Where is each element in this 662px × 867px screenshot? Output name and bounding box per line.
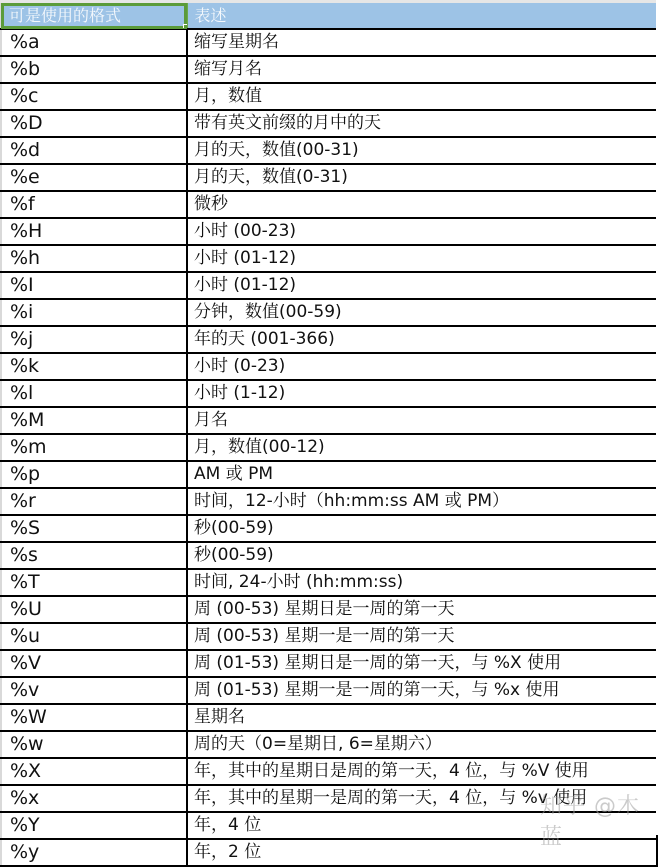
- description-cell[interactable]: 小时 (0-23): [187, 353, 657, 380]
- header-cell-description[interactable]: [187, 3, 657, 29]
- table-row: [1, 785, 657, 812]
- format-cell[interactable]: %k: [1, 353, 187, 380]
- description-cell[interactable]: 缩写月名: [187, 56, 657, 83]
- description-cell[interactable]: 时间, 24-小时 (hh:mm:ss): [187, 569, 657, 596]
- format-cell[interactable]: %u: [1, 623, 187, 650]
- description-cell[interactable]: 月的天，数值(00-31): [187, 137, 657, 164]
- watermark: 知乎 @木蓝: [540, 794, 640, 850]
- description-cell[interactable]: 小时 (01-12): [187, 272, 657, 299]
- table-row: [1, 677, 657, 704]
- table-row: [1, 380, 657, 407]
- description-cell[interactable]: 小时 (00-23): [187, 218, 657, 245]
- format-cell[interactable]: %h: [1, 245, 187, 272]
- table-row: [1, 434, 657, 461]
- description-cell[interactable]: 月，数值: [187, 83, 657, 110]
- header-description-label: 表述: [194, 6, 227, 25]
- format-cell[interactable]: %f: [1, 191, 187, 218]
- description-cell[interactable]: 小时 (1-12): [187, 380, 657, 407]
- table-row: [1, 407, 657, 434]
- format-cell[interactable]: %c: [1, 83, 187, 110]
- description-cell[interactable]: 月的天，数值(0-31): [187, 164, 657, 191]
- sheet-right-gutter: [656, 0, 662, 835]
- format-cell[interactable]: %I: [1, 272, 187, 299]
- fill-handle[interactable]: [183, 24, 188, 29]
- description-cell[interactable]: 周 (00-53) 星期日是一周的第一天: [187, 596, 657, 623]
- description-cell[interactable]: 周 (01-53) 星期日是一周的第一天，与 %X 使用: [187, 650, 657, 677]
- format-cell[interactable]: %d: [1, 137, 187, 164]
- description-cell[interactable]: 分钟，数值(00-59): [187, 299, 657, 326]
- header-row: [1, 3, 657, 29]
- table-row: [1, 542, 657, 569]
- table-row: [1, 29, 657, 56]
- table-row: [1, 83, 657, 110]
- header-cell-format[interactable]: [1, 3, 187, 29]
- table-row: [1, 596, 657, 623]
- format-cell[interactable]: %m: [1, 434, 187, 461]
- format-cell[interactable]: %U: [1, 596, 187, 623]
- format-cell[interactable]: %S: [1, 515, 187, 542]
- table-row: [1, 839, 657, 866]
- format-cell[interactable]: %W: [1, 704, 187, 731]
- format-cell[interactable]: %T: [1, 569, 187, 596]
- description-cell[interactable]: 微秒: [187, 191, 657, 218]
- format-cell[interactable]: %j: [1, 326, 187, 353]
- format-cell[interactable]: %y: [1, 839, 187, 866]
- table-row: [1, 110, 657, 137]
- format-cell[interactable]: %V: [1, 650, 187, 677]
- format-cell[interactable]: %i: [1, 299, 187, 326]
- format-cell[interactable]: %s: [1, 542, 187, 569]
- header-format-label: 可是使用的格式: [9, 6, 122, 25]
- format-cell[interactable]: %v: [1, 677, 187, 704]
- description-cell[interactable]: 月名: [187, 407, 657, 434]
- description-cell[interactable]: 周的天（0=星期日, 6=星期六）: [187, 731, 657, 758]
- table-row: [1, 461, 657, 488]
- table-row: [1, 326, 657, 353]
- table-row: [1, 218, 657, 245]
- format-cell[interactable]: %w: [1, 731, 187, 758]
- description-cell[interactable]: 年的天 (001-366): [187, 326, 657, 353]
- description-cell[interactable]: 带有英文前缀的月中的天: [187, 110, 657, 137]
- description-cell[interactable]: 时间，12-小时（hh:mm:ss AM 或 PM）: [187, 488, 657, 515]
- description-cell[interactable]: 年，2 位: [187, 839, 657, 866]
- format-cell[interactable]: %X: [1, 758, 187, 785]
- format-cell[interactable]: %x: [1, 785, 187, 812]
- table-row: [1, 623, 657, 650]
- format-cell[interactable]: %p: [1, 461, 187, 488]
- description-cell[interactable]: 秒(00-59): [187, 542, 657, 569]
- format-cell[interactable]: %H: [1, 218, 187, 245]
- table-row: [1, 704, 657, 731]
- date-format-table: [0, 3, 658, 867]
- table-row: [1, 272, 657, 299]
- description-cell[interactable]: AM 或 PM: [187, 461, 657, 488]
- table-row: [1, 515, 657, 542]
- table-row: [1, 731, 657, 758]
- description-cell[interactable]: 秒(00-59): [187, 515, 657, 542]
- table-row: [1, 353, 657, 380]
- description-cell[interactable]: 年，其中的星期日是周的第一天，4 位，与 %V 使用: [187, 758, 657, 785]
- table-row: [1, 164, 657, 191]
- spreadsheet: [0, 3, 656, 867]
- table-body: [1, 29, 657, 866]
- description-cell[interactable]: 缩写星期名: [187, 29, 657, 56]
- table-row: [1, 758, 657, 785]
- table-row: [1, 488, 657, 515]
- table-row: [1, 191, 657, 218]
- description-cell[interactable]: 月，数值(00-12): [187, 434, 657, 461]
- table-row: [1, 650, 657, 677]
- description-cell[interactable]: 周 (00-53) 星期一是一周的第一天: [187, 623, 657, 650]
- description-cell[interactable]: 周 (01-53) 星期一是一周的第一天，与 %x 使用: [187, 677, 657, 704]
- description-cell[interactable]: 年，其中的星期一是周的第一天，4 位，与 %v 使用: [187, 785, 657, 812]
- table-row: [1, 137, 657, 164]
- format-cell[interactable]: %l: [1, 380, 187, 407]
- description-cell[interactable]: 年，4 位: [187, 812, 657, 839]
- format-cell[interactable]: %e: [1, 164, 187, 191]
- format-cell[interactable]: %M: [1, 407, 187, 434]
- format-cell[interactable]: %a: [1, 29, 187, 56]
- description-cell[interactable]: 星期名: [187, 704, 657, 731]
- format-cell[interactable]: %r: [1, 488, 187, 515]
- format-cell[interactable]: %Y: [1, 812, 187, 839]
- table-row: [1, 56, 657, 83]
- format-cell[interactable]: %D: [1, 110, 187, 137]
- table-row: [1, 299, 657, 326]
- description-cell[interactable]: 小时 (01-12): [187, 245, 657, 272]
- table-row: [1, 569, 657, 596]
- format-cell[interactable]: %b: [1, 56, 187, 83]
- table-row: [1, 245, 657, 272]
